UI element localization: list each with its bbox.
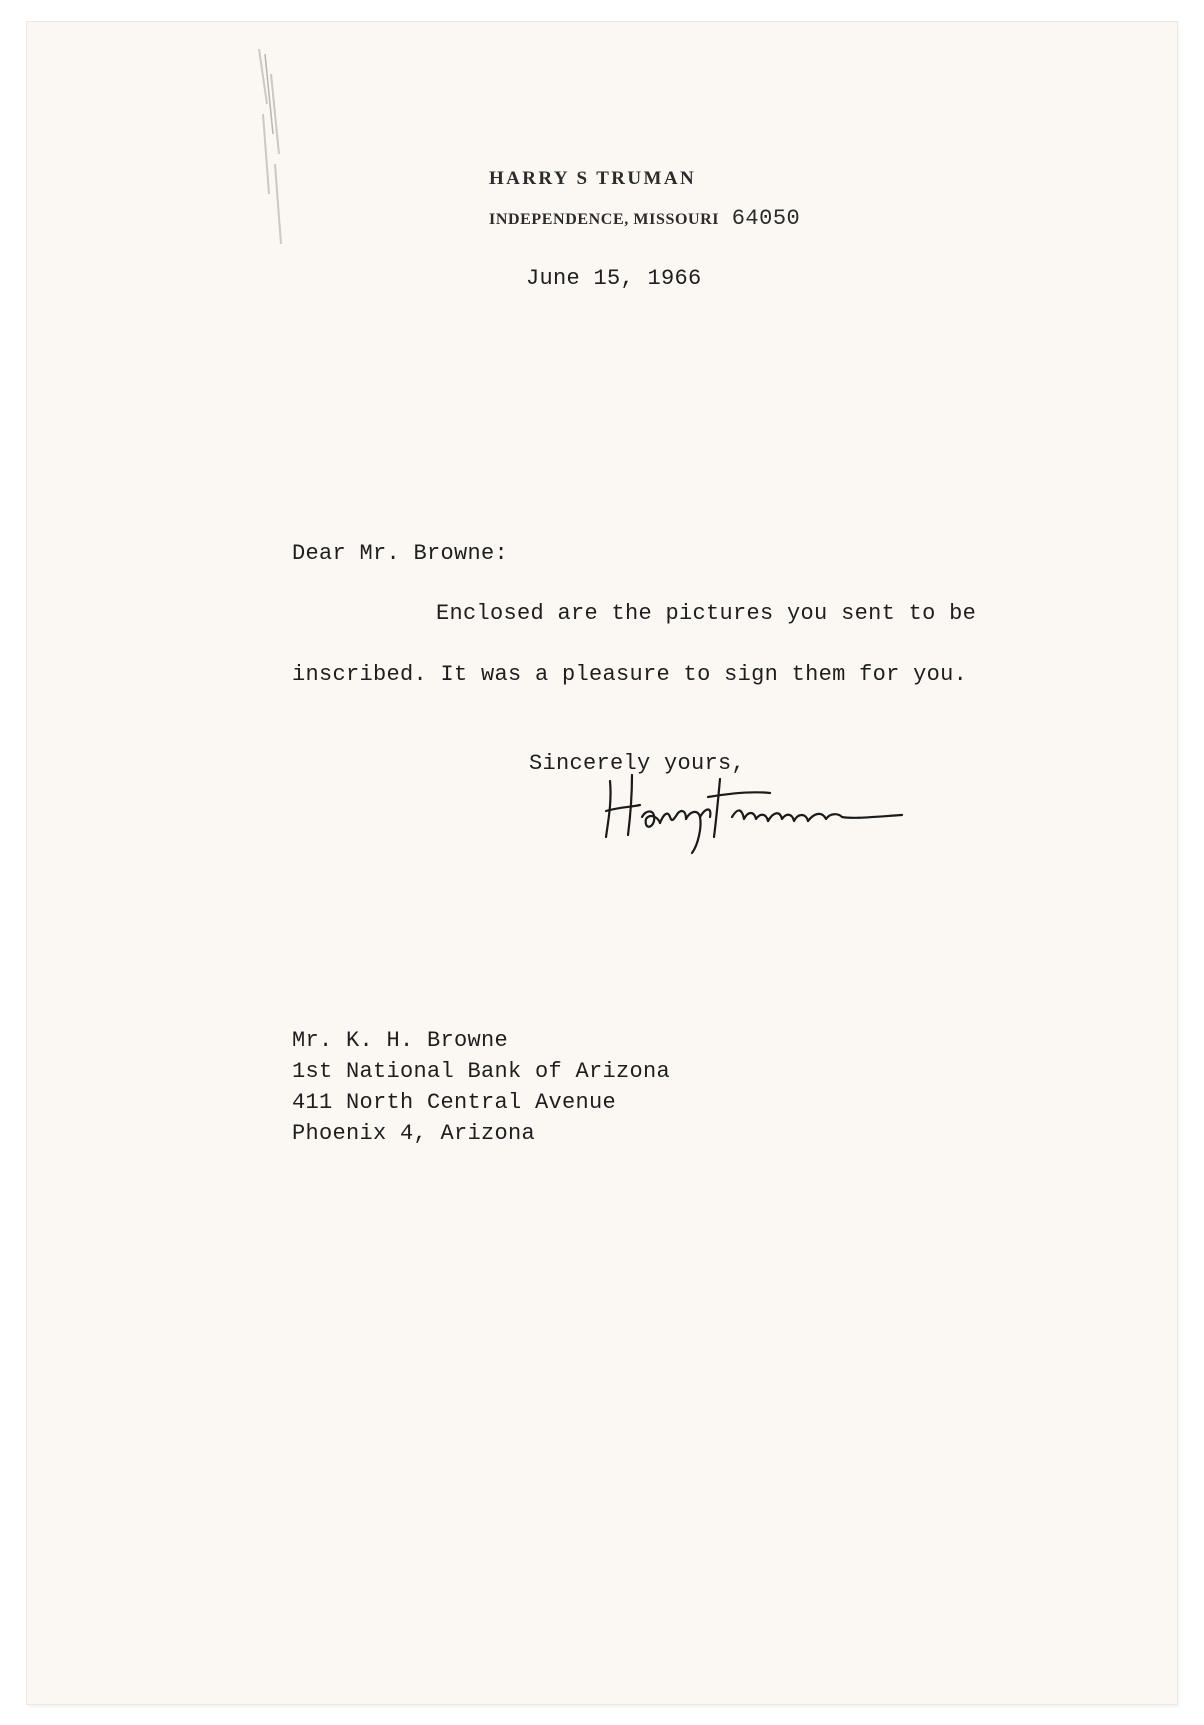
address-line: Phoenix 4, Arizona <box>292 1121 536 1146</box>
letterhead-name: HARRY S TRUMAN <box>489 168 697 189</box>
salutation: Dear Mr. Browne: <box>292 541 509 566</box>
address-line: Mr. K. H. Browne <box>292 1028 509 1053</box>
address-line: 411 North Central Avenue <box>292 1090 617 1115</box>
letterhead-address <box>489 206 800 231</box>
letter-date: June 15, 1966 <box>526 266 702 291</box>
body-line: inscribed. It was a pleasure to sign them for you. <box>292 662 968 687</box>
body-line: Enclosed are the pictures you sent to be <box>436 601 977 626</box>
recipient-address <box>292 1025 670 1149</box>
letterhead-city-state: INDEPENDENCE, MISSOURI <box>489 211 720 228</box>
address-line: 1st National Bank of Arizona <box>292 1059 671 1084</box>
closing-line: Sincerely yours, <box>529 751 746 776</box>
letter-sheet <box>27 22 1177 1704</box>
smudge-mark <box>249 44 309 254</box>
handwritten-signature <box>602 767 982 857</box>
letterhead-zip: 64050 <box>731 206 801 231</box>
